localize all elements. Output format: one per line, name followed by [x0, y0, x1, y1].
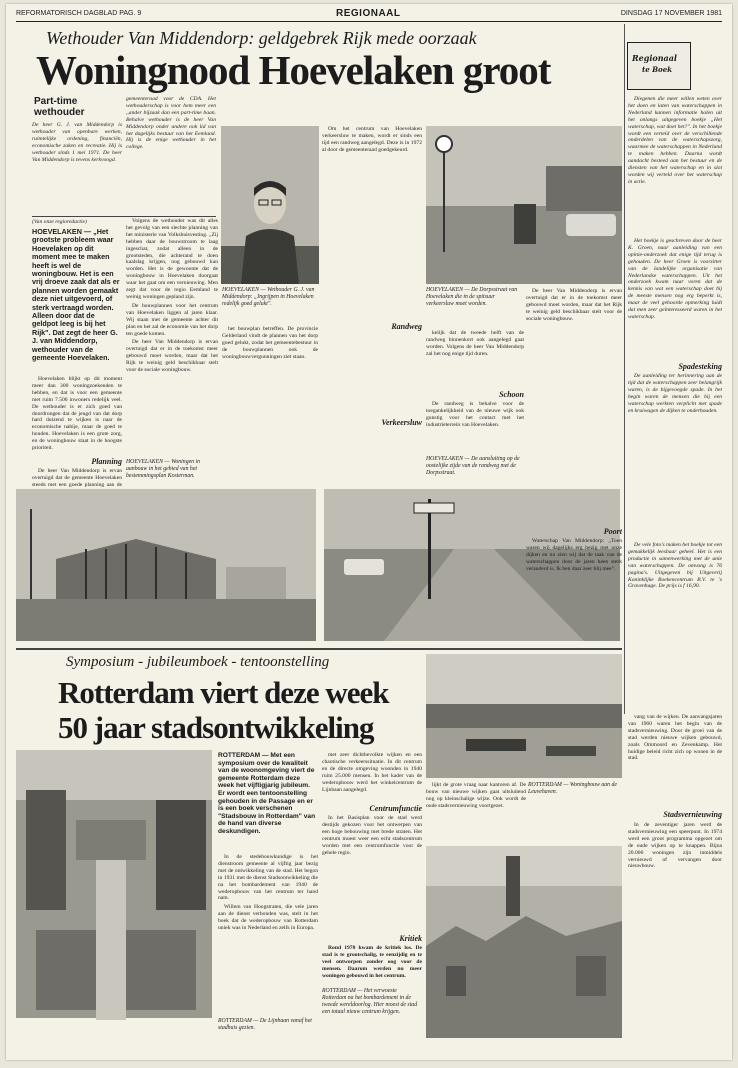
paragraph: Rond 1970 kwam de kritiek los. De stad is te grootschalig, te eenzijdig en te veel ontworpen zonder oog voor de mensen. Daarom werden nu meer woningen gebouwd in het centrum.: [322, 945, 422, 979]
section-title: REGIONAAL: [336, 8, 401, 19]
stadsvernieuwing-subhead: Stadsvernieuwing: [663, 810, 722, 819]
caption-randweg: HOEVELAKEN — De aansluiting op de oostelijke zijde van de randweg met de Dorpsstraat.: [426, 456, 520, 476]
logo-line-1: Regionaal: [632, 53, 677, 63]
construction-illustration: [16, 489, 316, 641]
ruins-illustration: [426, 846, 622, 1038]
housing-construction-photo: [16, 489, 316, 641]
paragraph: De heer Van Middendorp is ervan overtuigd dat de gemeente Hoevelaken steeds met een goede planning aan de: [32, 468, 122, 488]
article1-col4: [322, 126, 422, 291]
planning-subhead: Planning: [91, 457, 122, 466]
newspaper-page: [6, 4, 732, 1060]
article1-col2: [126, 218, 218, 458]
dorpsstraat-photo: [426, 126, 622, 284]
paragraph: Willem van Hoogstraten, die vele jaren aan de dienst verbonden was, stelt in het boek dat de wederopbouw van Rotterdam uniek was in Nederland en zelfs in Europa.: [218, 904, 318, 932]
caption-dorpsstraat: HOEVELAKEN — De Dorpsstraat van Hoevelaken die in de spitsuur verkeersluw moet worden.: [426, 287, 518, 307]
poort-text: [526, 538, 622, 638]
parttime-title: Part-time wethouder: [34, 96, 85, 118]
paragraph: Waterschap Van Middendorp: „Toen waren wij dagelijks erg bezig met onze dijken en nu zien wij dat de taak van de waterschappen door de jaren heen sterk veranderd is. Ik ben daar zeer blij mee".: [526, 538, 622, 572]
paragraph: Diegenen die meer willen weten over het doen en laten van waterschappen in Nederland kunnen informatie halen uit het onlangs uitgegeven boekje „Het waterschap, wat doet het?". In het boekje wordt een verteld over de verschillende onderdelen van de waterschapszorg, waarmee de waterschappen in Nederland te maken hebben. Daarna wordt aandacht besteed aan het bestuur en de diensten van het waterschap en in slot worden wij verteld over het waterschap in actie.: [628, 96, 722, 185]
masthead-left: REFORMATORISCH DAGBLAD PAG. 9: [16, 10, 142, 17]
section-divider: [16, 648, 622, 650]
paragraph: De heer Van Middendorp is ervan overtuigd dat er in de toekomst meer gebouwd moet worden, maar dat het Rijk te weinig geld beschikbaar stelt voor de sociale woningbouw.: [126, 339, 218, 374]
sidebar-text-2: [628, 238, 722, 360]
bombed-rotterdam-photo: [426, 846, 622, 1038]
paragraph: lijkt de grote vraag naar kantoren af. De bouw van nieuwe wijken gaat uitsluitend nog op kleinschalige wijze. Ook wordt de oude stadsvernieuwing voortgezet.: [426, 782, 526, 809]
article1-kicker: Wethouder Van Middendorp: geldgebrek Rijk mede oorzaak: [46, 28, 477, 48]
caption-wethouder: HOEVELAKEN — Wethouder G. J. van Middendorp: „Ingrijpen in Hoevelaken redelijk goed gelukt".: [222, 287, 315, 307]
paragraph: het bouwplan betreffen. De provincie Gelderland vindt de plannen van het dorp goed gelukt, zodat het gemeentebestuur in de bouwplannen ook de woningbouwvergunningen ziet staan.: [222, 326, 318, 360]
spadesteking-text: [628, 373, 722, 538]
article1-lead: HOEVELAKEN — „Het grootste probleem waar Hoevelaken op dit moment mee te maken heeft is wel de woningbouw. Het is een vrij droeve zaak dat als er plannen worden gemaakt deze niet uitgevoerd, of sterk vertraagd worden. Alleen door dat de geldpot leeg is bij het Rijk". Dat zegt de heer G. J. van Middendorp, wethouder van de gemeente Hoevelaken.: [32, 227, 120, 363]
caption-leuvehaven: ROTTERDAM — Woningbouw aan de Leuvehaven.: [528, 782, 617, 795]
article2-body-4: [322, 815, 422, 931]
article1-col3: [222, 326, 318, 486]
sidebar-end-text: [628, 542, 722, 712]
column-rule: [624, 24, 625, 714]
regionaal-te-boek-logo: [627, 42, 691, 90]
paragraph: In de zeventiger jaren werd de stadsvernieuwing een speerpunt. In 1974 werd een groot programma opgezet om de oude wijken op te knappen. Bijna 20.000 woningen zijn inmiddels vernieuwd of vervangen door nieuwbouw.: [628, 822, 722, 870]
paragraph: kelijk dat de tweede helft van de randweg binnenkort ook aangelegd gaat worden. Volgens de heer Van Middendorp zal het nog enige tijd duren.: [426, 330, 524, 357]
parttime-text-2: gemeenteraad voor de CDA. Het wethouderschap is voor hem meer een ,,ander bijzaak dan een part-time baan. Behalve wethouder is de heer Van Middendorp onder andere ook lid van het dagelijks bestuur van het Eemland. Hij is de enige wethouder in het college.: [126, 96, 216, 151]
lijnbaan-photo: [16, 750, 212, 1018]
article2-lead: ROTTERDAM — Met een symposium over de kwaliteit van de woonomgeving viert de gemeente Rotterdam deze week het vijftigjarig jubileum. Er wordt een tentoonstelling gehouden in de Passage en er is een boek verschenen "Stadsbouw in Rotterdam" van de hand van diverse deskundigen.: [218, 752, 316, 835]
article2-body-3: [322, 752, 422, 802]
sidebar-text: [628, 96, 722, 236]
article2-headline-2: 50 jaar stadsontwikkeling: [58, 710, 374, 745]
spadesteking-subhead: Spadesteking: [678, 362, 722, 371]
article2-headline-1: Rotterdam viert deze week: [58, 675, 389, 710]
paragraph: De bouwplannen voor het centrum van Hoevelaken liggen al jaren klaar. Wij staan met de gemeente achter dit plan en het zal de economie van het dorp ten goede komen.: [126, 302, 218, 337]
paragraph: De heer Van Middendorp is ervan overtuigd dat er in de toekomst meer gebouwd moet worden, maar dat het Rijk te weinig geld beschikbaar stelt voor de sociale woningbouw.: [526, 288, 622, 322]
verkeersluw-subhead: Verkeersluw: [381, 418, 422, 427]
masthead-date: DINSDAG 17 NOVEMBER 1981: [620, 10, 722, 17]
poort-subhead: Poort: [603, 527, 622, 536]
harbour-illustration: [426, 654, 622, 778]
article1-headline: Woningnood Hoevelaken groot: [36, 47, 551, 93]
byline: (Van onze regioredactie): [32, 219, 87, 225]
paragraph: vang van de wijken. De aanvangsjaren van 1960 waren het begin van de stadsvernieuwing. Door de groei van de stad werden nieuwe wijken gebouwd, zoals Ommoord en Zevenkamp. Het huidige beleid richt zich op wonen in de stad.: [628, 714, 722, 762]
kritiek-subhead: Kritiek: [399, 934, 422, 943]
article1-col5b: [426, 401, 524, 451]
article2-body-6: [426, 782, 526, 844]
schoon-subhead: Schoon: [499, 390, 524, 399]
article1-col6: [526, 288, 622, 488]
caption-housing: HOEVELAKEN — Woningen in aanbouw in het gebied van het bestemmingsplan Kosterman.: [126, 459, 201, 479]
paragraph: Volgens de wethouder was dit alles het gevolg van een slechte planning van het ministerie van Volkshuisvesting. „Zij hebben daar de bouwstroom te laag ingeschat, zodat alleen in de grootsteden, die achterand te doen kaalslag krijgen, nog gebouwd kan worden. Het is de gewoonte dat de woningbouw in Hoevelaken doorgaat waar het gaat om een vernieuwing. Men zegt dat voor de regio Eemland te weinig woningen gepland zijn.: [126, 218, 218, 300]
divider: [32, 216, 216, 217]
article1-col5: [426, 330, 524, 388]
centrumfunctie-subhead: Centrumfunctie: [369, 804, 422, 813]
masthead: [16, 7, 722, 22]
article2-col-right-2: [628, 822, 722, 1037]
caption-bombardement: ROTTERDAM — Het verwoeste Rotterdam na het bombardement in de tweede wereldoorlog. Hier moest de stad een totaal nieuw centrum krijgen.: [322, 988, 418, 1015]
article1-body-1: [32, 376, 122, 456]
logo-line-2: te Boek: [642, 65, 673, 74]
paragraph: met zeer dichtbevolkte wijken en een chaotische verkeerssituatie. In dit centrum en de directe omgeving woonden in 1940 ruim 25.000 mensen. In het kader van de wederopbouw werd het winkelcentrum de Lijnbaan aangelegd.: [322, 752, 422, 793]
paragraph: Het boekje is geschreven door de heer K. Groen, naar aanleiding van een opinie-onderzoek dat enige tijd terug is gehouden. De heer Groen is voorzitter van de landelijke organisatie van Nederlandse waterschappen. Uit het onderzoek kwam naar voren dat de kennis van wat een waterschap doet bij de meeste mensen nog erg beperkt is, maar de veel gehoorde opmerking luidt dat men zeer geïnteresseerd waren in het waterschap.: [628, 238, 722, 320]
article1-body-2: [32, 468, 122, 486]
parttime-text: De heer G. J. van Middendorp is wethouder van openbare werken, ruimtelijke ordening, financiën, economische zaken en recreatie. Hij is wethouder sinds 1 mei 1971. De heer Van Middendorp is tevens kerkvoogd.: [32, 122, 122, 163]
article2-body-5: [322, 945, 422, 985]
article2-col-right: [628, 714, 722, 806]
portrait-illustration: [221, 126, 319, 284]
paragraph: In de stedebouwkundige is het dienstroom gemeente al vijftig jaar bezig met de ontwikkeling van de stad. Het begon in 1931 met de dienst Stadsontwikkeling die na het bombardement van 1940 de wederopbouw van het centrum ter hand nam.: [218, 854, 318, 902]
paragraph: De vele foto's maken het boekje tot een gemakkelijk leesbaar geheel. Het is een productie in samenwerking met de unie van waterschappen. De omvang is 76 pagina's. Uitgegeven bij Uitgeverij Koninklijke Boekencentrum B.V. te 's Gravenhage. De prijs is f 16,90.: [628, 542, 722, 590]
paragraph: In het Basisplan voor de stad werd destijds gekozen voor het ontwerpen van een hoge bebouwing met brede straten. Het centrum moest weer een echt stadscentrum worden met een centrumfunctie voor de gehele regio.: [322, 815, 422, 856]
paragraph: De aanleiding ter herinnering aan de tijd dat de waterschappen zeer belangrijk waren, is de bijgevoegde spade. In het begin waren de mensen die bij een waterschap werkten verplicht met spade en kruiwagen de dijken te onderhouden.: [628, 373, 722, 414]
caption-lijnbaan: ROTTERDAM — De Lijnbaan vanaf het stadhuis gezien.: [218, 1018, 312, 1031]
paragraph: De randweg is behalve voor de toegankelijkheid van de nieuwe wijk ook gunstig voor het contact met het industrieterrein van Hoevelaken.: [426, 401, 524, 428]
paragraph: Hoevelaken blijkt op dit moment meer dan 300 woningzoekenden te hebben, en dat is voor een gemeente met ruim 7.500 inwoners redelijk veel. De wethouder is er zich goed van doordrongen dat de jeugd van dat dorp hard duizend te wijken is naar de economische nabije, maar de goed te houden. Hoevelaken is een grote zorg, en de woningbouw staat in de hoogste prioriteit.: [32, 376, 122, 452]
city-aerial-illustration: [16, 750, 212, 1018]
leuvehaven-photo: [426, 654, 622, 778]
article2-kicker: Symposium - jubileumboek - tentoonstelling: [66, 654, 330, 670]
street-illustration: [426, 126, 622, 284]
wethouder-photo: [221, 126, 319, 284]
paragraph: Om het centrum van Hoevelaken verkeersluw te maken, wordt er sinds een tijd een randweg aangelegd. Deze is in 1972 al door de gemeenteraad goedgekeurd.: [322, 126, 422, 153]
article2-body-1: [218, 854, 318, 1014]
randweg-subhead: Randweg: [391, 322, 422, 331]
